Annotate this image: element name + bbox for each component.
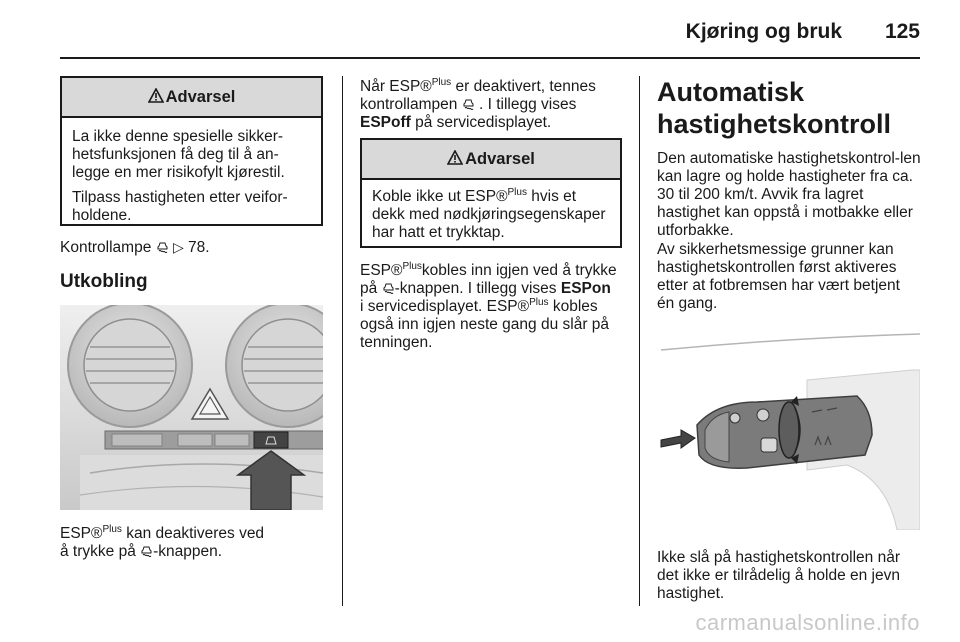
plus-superscript: Plus [507,187,527,198]
esp-skid-car-icon [156,240,169,254]
warning-box-2 [360,138,622,248]
text: er deaktivert, tennes [451,78,596,95]
esp-skid-car-icon [462,97,475,111]
page-header [60,14,920,48]
plus-superscript: Plus [431,77,452,88]
indicator-reference [60,238,330,257]
warning-text-1: La ikke denne spesielle sikker-hetsfunksjonen få deg til å an-legge en mer risikofylt kjørestil. [72,128,285,181]
text: Når ESP® [360,78,432,95]
esp-reactivate-paragraph [360,262,630,352]
text: har hatt et trykktap. [372,224,505,241]
esp-off-label: ESPoff [360,114,411,131]
caption-text: kan deaktiveres ved [121,525,265,542]
text: dekk med nødkjøringsegenskaper [372,206,606,223]
cruise-warning-paragraph: Ikke slå på hastighetskontrollen når det ikke er tilrådelig å holde en jevn hastighet. [657,549,900,602]
cruise-safety-paragraph: Av sikkerhetsmessige grunner kan hastighetskontrollen først aktiveres etter at fotbremsen har vært betjent én gang. [657,241,900,312]
plus-superscript: Plus [102,524,122,535]
text: tenningen. [360,334,433,351]
text: ESP® [360,262,403,279]
text: på [360,280,378,297]
text: på servicedisplayet. [410,114,552,131]
title-line: Automatisk [657,77,805,107]
chapter-title: Kjøring og bruk [685,20,842,43]
warning-triangle-icon [447,150,463,169]
column-divider-1 [342,76,343,606]
text: Koble ikke ut ESP® [372,188,508,205]
text: kontrollampen [360,96,458,113]
header-rule [60,57,920,59]
warning-title: Advarsel [465,149,535,168]
warning-box-1 [60,76,323,226]
esp-deactivated-paragraph [360,78,625,132]
esp-skid-car-icon [382,281,395,295]
warning-triangle-icon [148,88,164,107]
text: . I tillegg vises [478,96,577,113]
warning-title: Advarsel [165,87,236,106]
text: hvis et [526,188,577,205]
ref-label: Kontrollampe [60,239,152,256]
watermark: carmanualsonline.info [695,610,920,635]
title-line: hastighetskontroll [657,109,892,139]
esp-skid-car-icon [140,544,153,558]
plus-superscript: Plus [402,261,422,272]
section-title-utkobling: Utkobling [60,271,148,292]
page-reference-arrow-icon: ▷ [172,239,184,255]
text: i servicedisplayet. ESP® [360,298,530,315]
dashboard-button-illustration [60,305,323,510]
warning-body [62,118,321,235]
caption-deactivate [60,525,330,561]
section-title-cruise-control [657,76,927,140]
cruise-intro-paragraph: Den automatiske hastighetskontrol-len kan lagre og holde hastigheter fra ca. 30 til 200 km/t. Avvik fra lagret hastighet kan oppstå i motbakke eller utforbakke. [657,150,921,239]
warning-header [362,140,620,180]
caption-text: ESP® [60,525,103,542]
text: kobles inn igjen ved å trykke [421,262,617,279]
column-divider-2 [639,76,640,606]
page-number: 125 [884,20,920,43]
text: også inn igjen neste gang du slår på [360,316,610,333]
warning-text-2: Tilpass hastigheten etter veifor-holdene. [72,189,288,224]
warning-body [362,180,620,252]
cruise-control-stalk-illustration [657,330,920,530]
warning-header [62,78,321,118]
ref-page: 78. [188,239,210,256]
text: -knappen. I tillegg vises [394,280,557,297]
caption-text: å trykke på [60,543,136,560]
esp-on-label: ESPon [560,280,611,297]
caption-text: -knappen. [153,543,223,560]
plus-superscript: Plus [529,297,549,308]
text: kobles [548,298,598,315]
